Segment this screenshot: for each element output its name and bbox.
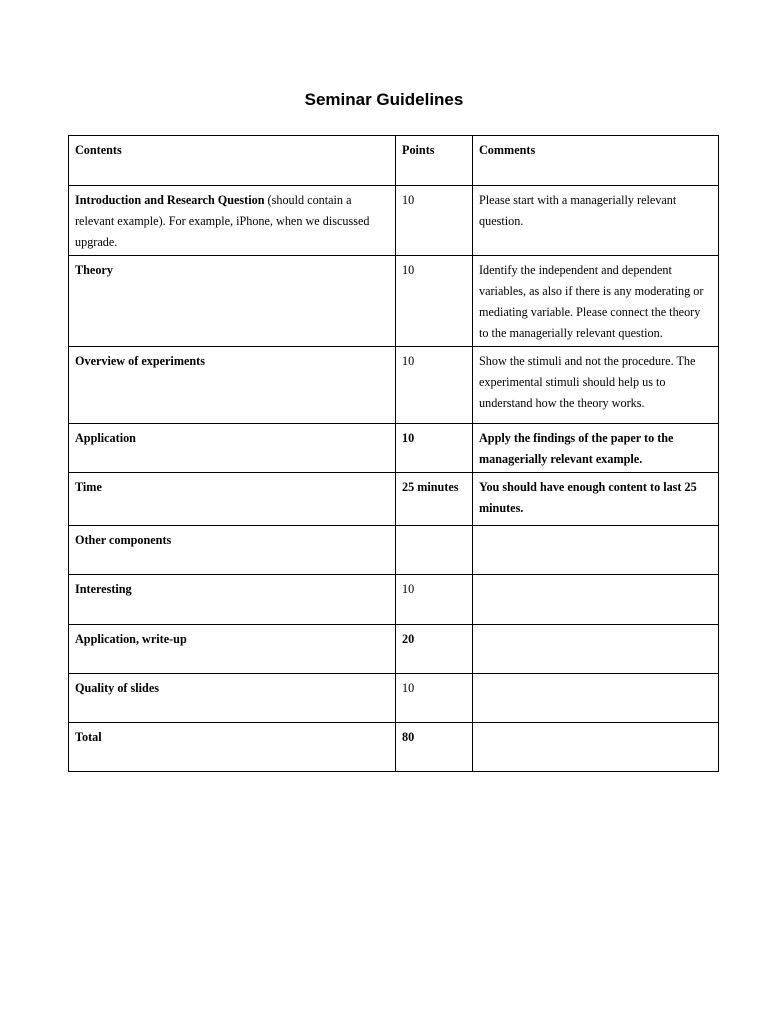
row-comment: You should have enough content to last 25 minutes. <box>473 473 719 526</box>
row-contents-title: Other components <box>75 533 172 547</box>
row-contents <box>69 186 396 256</box>
row-points: 10 <box>396 575 473 625</box>
row-contents <box>69 473 396 526</box>
table-row <box>69 575 719 625</box>
header-contents: Contents <box>69 136 396 186</box>
row-contents <box>69 526 396 575</box>
row-comment <box>473 625 719 674</box>
row-points: 25 minutes <box>396 473 473 526</box>
header-points: Points <box>396 136 473 186</box>
row-contents <box>69 625 396 674</box>
row-comment <box>473 723 719 772</box>
table-row <box>69 674 719 723</box>
row-points: 10 <box>396 256 473 347</box>
row-contents-title: Application <box>75 431 136 445</box>
row-comment: Apply the findings of the paper to the managerially relevant example. <box>473 424 719 473</box>
row-comment <box>473 526 719 575</box>
table-row <box>69 256 719 347</box>
row-points <box>396 526 473 575</box>
row-points: 10 <box>396 186 473 256</box>
table-row <box>69 186 719 256</box>
row-comment <box>473 674 719 723</box>
row-contents-title: Interesting <box>75 582 132 596</box>
row-contents <box>69 674 396 723</box>
row-points: 80 <box>396 723 473 772</box>
row-contents-title: Introduction and Research Question <box>75 193 265 207</box>
page-title: Seminar Guidelines <box>304 90 464 109</box>
row-contents <box>69 575 396 625</box>
row-contents-title: Time <box>75 480 102 494</box>
row-comment: Please start with a managerially relevant question. <box>473 186 719 256</box>
row-points: 10 <box>396 674 473 723</box>
row-contents <box>69 723 396 772</box>
row-comment: Show the stimuli and not the procedure. The experimental stimuli should help us to understand how the theory works. <box>473 347 719 424</box>
row-contents <box>69 256 396 347</box>
table-row <box>69 424 719 473</box>
row-contents-title: Overview of experiments <box>75 354 205 368</box>
row-comment: Identify the independent and dependent variables, as also if there is any moderating or mediating variable. Please connect the theory to the managerially relevant question. <box>473 256 719 347</box>
row-points: 10 <box>396 424 473 473</box>
table-row <box>69 347 719 424</box>
table-row <box>69 625 719 674</box>
row-contents-title: Total <box>75 730 102 744</box>
row-comment <box>473 575 719 625</box>
row-points: 10 <box>396 347 473 424</box>
table-row <box>69 526 719 575</box>
row-contents-title: Quality of slides <box>75 681 159 695</box>
table-row <box>69 473 719 526</box>
row-contents-title: Theory <box>75 263 113 277</box>
table-header-row <box>69 136 719 186</box>
row-contents-title: Application, write-up <box>75 632 187 646</box>
guidelines-table <box>68 135 719 772</box>
row-points: 20 <box>396 625 473 674</box>
row-contents-note: (should contain a relevant example). For example, iPhone, when we discussed upgrade. <box>75 193 370 249</box>
row-contents <box>69 347 396 424</box>
row-contents <box>69 424 396 473</box>
table-row <box>69 723 719 772</box>
header-comments: Comments <box>473 136 719 186</box>
